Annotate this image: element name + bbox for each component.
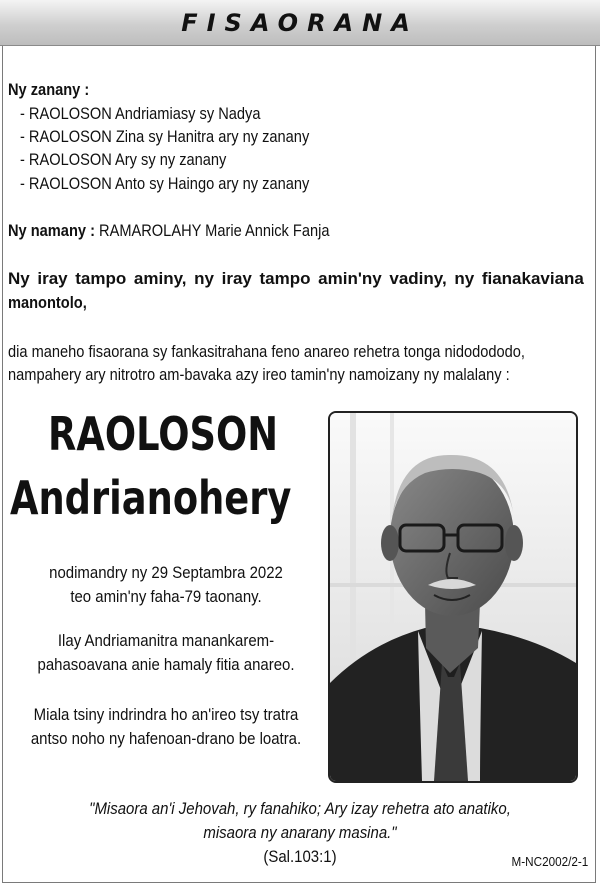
deceased-surname: RAOLOSON [48,407,279,461]
title-banner [0,0,600,46]
quote-line: misaora ny anarany masina." [203,823,397,842]
child-item: - RAOLOSON Andriamiasy sy Nadya [20,104,261,123]
family-word: fianakaviana [481,269,584,288]
quote-line: "Misaora an'i Jehovah, ry fanahiko; Ary izay rehetra ato anatiko, [89,799,511,818]
family-word: ny [194,269,214,288]
apology-line: Miala tsiny indrindra ho an'ireo tsy tratra [33,705,299,724]
family-word: amin'ny [318,269,382,288]
family-word: tampo [75,269,127,288]
children-heading: Ny zanany : [8,80,90,99]
prayer-line: pahasoavana anie hamaly fitia anareo. [37,655,295,674]
family-word: vadiny, [389,269,447,288]
family-word: iray [37,269,68,288]
apology-text [8,703,324,751]
reference-code: M-NC2002/2-1 [511,854,588,869]
death-date-line: nodimandry ny 29 Septambra 2022 [49,563,283,582]
family-line [8,267,584,291]
spouse-label: Ny namany : [8,221,95,240]
family-word: aminy, [133,269,187,288]
prayer-text [8,629,324,677]
portrait-photo [328,411,578,783]
death-details [8,561,324,609]
thanks-line: dia maneho fisaorana sy fankasitrahana feno anareo rehetra tonga nidodododo, [8,342,525,361]
deceased-given-name: Andrianohery [10,471,292,525]
spouse-line [8,219,330,243]
apology-line: antso noho ny hafenoan-drano be loatra. [30,729,302,748]
family-line-end: manontolo, [8,293,87,312]
family-word: tampo [259,269,311,288]
child-item: - RAOLOSON Zina sy Hanitra ary ny zanany [20,127,310,146]
banner-title: FISAORANA [181,8,419,37]
prayer-line: Ilay Andriamanitra manankarem- [57,631,275,650]
bible-quote [0,797,600,869]
portrait-illustration [330,413,576,781]
thanks-line: nampahery ary nitrotro am-bavaka azy ireo tamin'ny namoizany ny malalany : [8,365,510,384]
child-item: - RAOLOSON Ary sy ny zanany [20,150,227,169]
death-age-line: teo amin'ny faha-79 taonany. [70,587,262,606]
quote-reference: (Sal.103:1) [263,847,337,866]
spouse-name: RAMAROLAHY Marie Annick Fanja [99,221,330,240]
child-item: - RAOLOSON Anto sy Haingo ary ny zanany [20,174,310,193]
family-word: iray [221,269,252,288]
family-word: ny [454,269,475,288]
family-word: Ny [8,269,30,288]
